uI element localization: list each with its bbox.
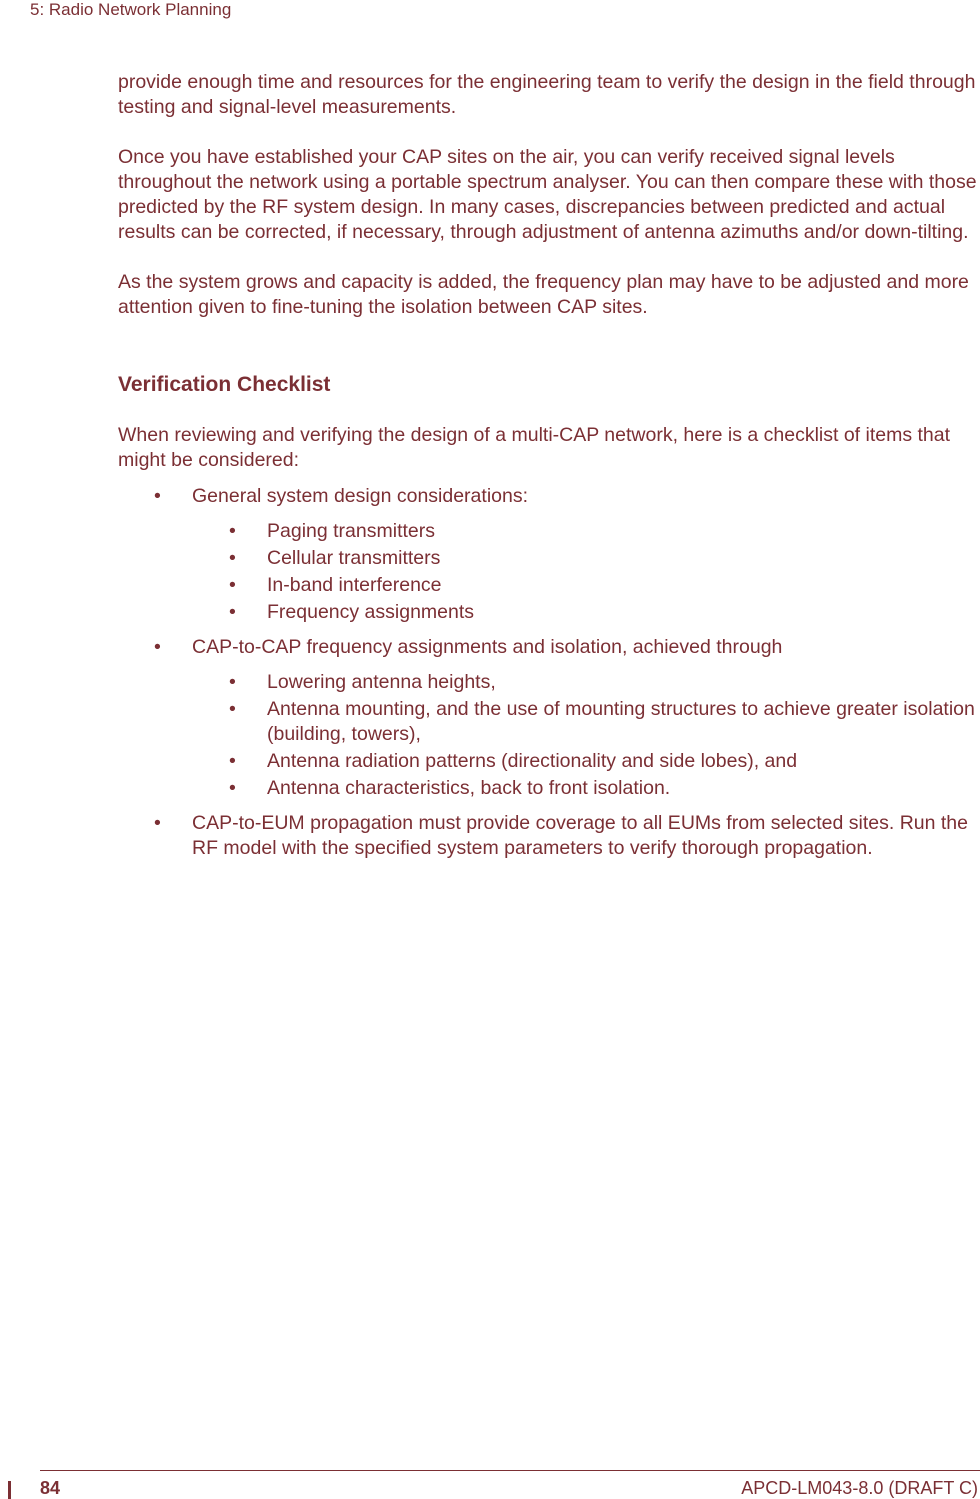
- sub-checklist-item: [192, 519, 980, 544]
- sub-checklist-item: [192, 670, 980, 695]
- page-body: [118, 70, 980, 871]
- body-paragraph-3: As the system grows and capacity is added, the frequency plan may have to be adjusted and more attention given to fine-tuning the isolation between CAP sites.: [118, 271, 969, 318]
- checklist-item: [118, 635, 980, 801]
- checklist-item-text: CAP-to-EUM propagation must provide coverage to all EUMs from selected sites. Run the RF model with the specified system parameters to verify thorough propagation.: [192, 812, 969, 859]
- checklist-item: [118, 484, 980, 625]
- sub-checklist-item: [192, 776, 980, 801]
- checklist-item: [118, 811, 980, 861]
- checklist-intro: When reviewing and verifying the design of a multi-CAP network, here is a checklist of items that might be considered:: [118, 424, 951, 471]
- bullet-icon: •: [154, 485, 161, 507]
- bullet-icon: •: [229, 547, 236, 569]
- sub-checklist-item-text: Frequency assignments: [267, 601, 475, 623]
- sub-checklist-item-text: Paging transmitters: [267, 520, 435, 542]
- sub-checklist-item-text: Cellular transmitters: [267, 547, 441, 569]
- section-heading: Verification Checklist: [118, 373, 331, 396]
- footer-divider: [40, 1470, 980, 1471]
- bullet-icon: •: [154, 812, 161, 834]
- bullet-icon: •: [154, 636, 161, 658]
- sub-checklist-item-text: Antenna mounting, and the use of mounting structures to achieve greater isolation (building, towers),: [267, 698, 975, 745]
- body-paragraph-1: provide enough time and resources for the engineering team to verify the design in the field through testing and signal-level measurements.: [118, 71, 976, 118]
- bullet-icon: •: [229, 520, 236, 542]
- sub-checklist: [192, 670, 980, 801]
- sub-checklist-item-text: Lowering antenna heights,: [267, 671, 496, 693]
- sub-checklist-item: [192, 697, 980, 747]
- bullet-icon: •: [229, 750, 236, 772]
- bullet-icon: •: [229, 698, 236, 720]
- sub-checklist-item: [192, 573, 980, 598]
- sub-checklist-item: [192, 749, 980, 774]
- bullet-icon: •: [229, 601, 236, 623]
- footer-marker: [8, 1481, 11, 1499]
- bullet-icon: •: [229, 777, 236, 799]
- sub-checklist-item: [192, 600, 980, 625]
- document-id: APCD-LM043-8.0 (DRAFT C): [741, 1478, 978, 1498]
- checklist: [118, 484, 980, 861]
- bullet-icon: •: [229, 671, 236, 693]
- sub-checklist-item-text: In-band interference: [267, 574, 442, 596]
- body-paragraph-2: Once you have established your CAP sites on the air, you can verify received signal levels throughout the network using a portable spectrum analyser. You can then compare these with those predicted by the RF system design. In many cases, discrepancies between predicted and actual results can be corrected, if necessary, through adjustment of antenna azimuths and/or down-tilting.: [118, 146, 977, 243]
- checklist-item-text: CAP-to-CAP frequency assignments and isolation, achieved through: [192, 636, 783, 658]
- sub-checklist: [192, 519, 980, 625]
- running-header-title: 5: Radio Network Planning: [30, 0, 232, 19]
- sub-checklist-item-text: Antenna characteristics, back to front isolation.: [267, 777, 671, 799]
- page-number: 84: [40, 1478, 61, 1498]
- bullet-icon: •: [229, 574, 236, 596]
- sub-checklist-item: [192, 546, 980, 571]
- sub-checklist-item-text: Antenna radiation patterns (directionality and side lobes), and: [267, 750, 798, 772]
- checklist-item-text: General system design considerations:: [192, 485, 529, 507]
